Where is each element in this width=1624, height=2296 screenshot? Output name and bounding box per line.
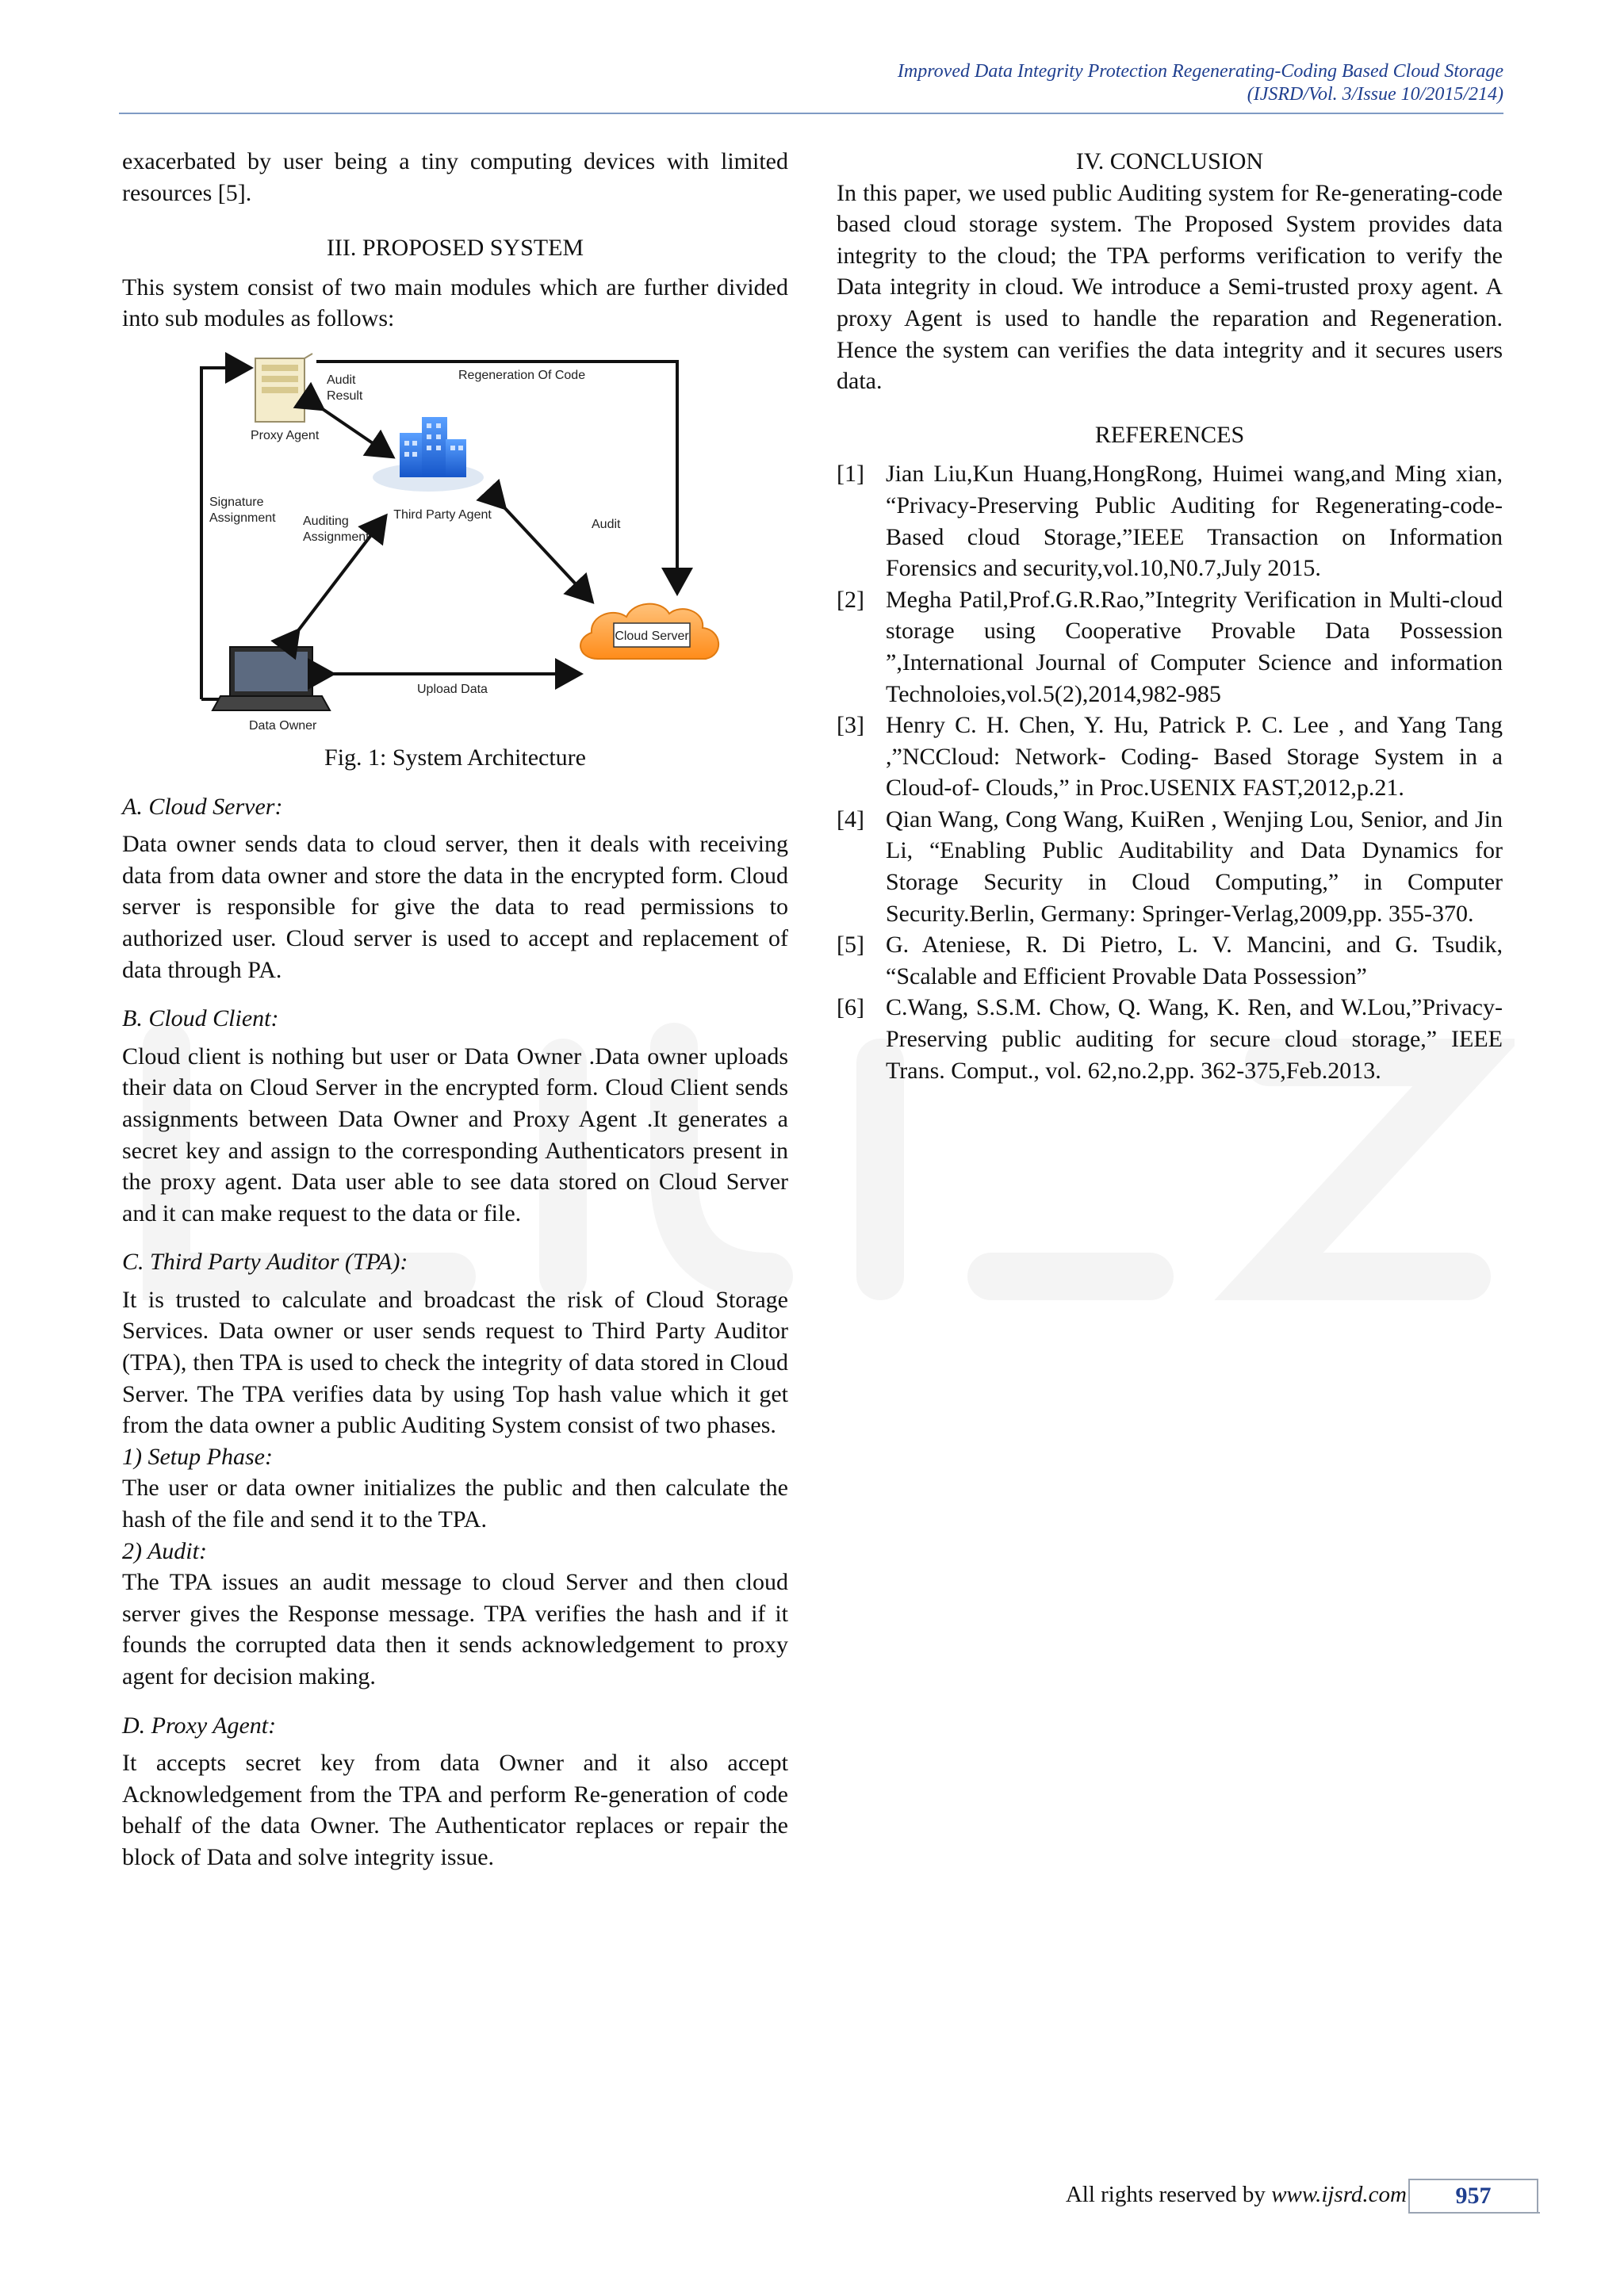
proxy-agent-label: Proxy Agent xyxy=(251,428,320,442)
proxy-agent-server-icon xyxy=(255,354,312,422)
cloud-server-label: Cloud Server xyxy=(615,629,689,643)
subsection-a-body: Data owner sends data to cloud server, then it deals with receiving data from data owner and store the data in the encrypted form. Cloud server is responsible for give the data to read permissions to authorized user. Cloud server is used to accept and replacement of data through PA. xyxy=(122,831,788,983)
audit-result-arrow xyxy=(320,408,390,455)
subsection-2-title: 2) Audit: xyxy=(122,1537,207,1564)
section-number: IV. xyxy=(1075,148,1105,174)
subsection-d-body: It accepts secret key from data Owner and it also accept Acknowledgement from the TPA and perform Re-generation of code behalf of the data Owner. The Authenticator replaces or repair the block of Data and solve integrity issue. xyxy=(122,1750,788,1870)
data-owner-label: Data Owner xyxy=(249,718,317,733)
reference-text: Henry C. H. Chen, Y. Hu, Patrick P. C. Lee , and Yang Tang ,”NCCloud: Network- Coding- Based Storage System in a Cloud-of- Clouds,” in Proc.USENIX FAST,2012,p.21. xyxy=(886,712,1503,802)
reference-text: Megha Patil,Prof.G.R.Rao,”Integrity Verification in Multi-cloud storage using Cooperative Provable Data Possession ”,International Journal of Computer Science and information Technoloies,vol.5(2),2014,982-985 xyxy=(886,586,1503,707)
audit-label: Audit xyxy=(592,517,621,531)
subsection-b-body: Cloud client is nothing but user or Data Owner .Data owner uploads their data on Cloud Server in the encrypted form. Cloud Client sends assignments between Data Owner and Proxy Agent .It generates a secret key and assign to the corresponding Authenticators present in the proxy agent. Data user able to see data stored on Cloud Server and it can make request to the data or file. xyxy=(122,1043,788,1226)
reference-number: [5] xyxy=(837,932,864,959)
proposed-system-paragraph: This system consist of two main modules which are further divided into sub modules as follows: xyxy=(122,274,788,332)
signature-label-1: Signature xyxy=(209,495,264,509)
reference-item xyxy=(837,458,1503,584)
reference-number: [1] xyxy=(837,461,864,488)
section-number: III. xyxy=(326,235,357,262)
figure-caption: Fig. 1: System Architecture xyxy=(324,744,586,771)
subsection-a-title: A. Cloud Server: xyxy=(122,793,283,820)
running-header xyxy=(119,60,1503,114)
reference-number: [4] xyxy=(837,806,864,832)
reference-item xyxy=(837,584,1503,710)
subsection-c-title: C. Third Party Auditor (TPA): xyxy=(122,1249,408,1276)
subsection-d-title: D. Proxy Agent: xyxy=(122,1712,277,1739)
signature-label-2: Assignment xyxy=(209,511,276,525)
reference-item xyxy=(837,710,1503,804)
regeneration-of-code-arrow xyxy=(316,362,677,590)
reference-number: [6] xyxy=(837,994,864,1021)
section-heading-proposed-system xyxy=(122,232,788,264)
section-heading-rest: EFERENCES xyxy=(1110,421,1245,448)
section-heading-references xyxy=(837,419,1503,451)
auditing-label-2: Assignment xyxy=(303,530,370,544)
section-heading-first-letter: R xyxy=(1094,421,1111,448)
reference-list xyxy=(837,458,1503,1086)
regeneration-label: Regeneration Of Code xyxy=(458,368,586,382)
reference-text: Qian Wang, Cong Wang, KuiRen , Wenjing Lou, Senior, and Jin Li, “Enabling Public Auditability and Data Dynamics for Storage Security in Cloud Computing,” in Computer Security.Berlin, Germany: Springer-Verlag,2009,pp. 355-370. xyxy=(886,806,1503,927)
subsection-1-title: 1) Setup Phase: xyxy=(122,1443,273,1470)
header-title: Improved Data Integrity Protection Regenerating-Coding Based Cloud Storage xyxy=(897,61,1503,82)
subsection-1-body: The user or data owner initializes the public and then calculate the hash of the file and send it to the TPA. xyxy=(122,1475,788,1533)
left-column xyxy=(122,146,788,1873)
header-journal: (IJSRD/Vol. 3/Issue 10/2015/214) xyxy=(1247,84,1503,105)
third-party-agent-label: Third Party Agent xyxy=(393,507,492,522)
upload-label: Upload Data xyxy=(417,682,488,696)
architecture-diagram xyxy=(122,338,788,740)
system-architecture-figure xyxy=(122,338,788,740)
section-heading-rest: ONCLUSION xyxy=(1125,148,1264,174)
footer-divider xyxy=(1408,2212,1540,2214)
data-owner-laptop-icon xyxy=(213,647,330,710)
reference-text: G. Ateniese, R. Di Pietro, L. V. Mancini, and G. Tsudik, “Scalable and Efficient Provable Data Possession” xyxy=(886,932,1503,989)
reference-text: Jian Liu,Kun Huang,HongRong, Huimei wang,and Ming xian, “Privacy-Preserving Public Auditing for Regenerating-code-Based cloud Storage,”IEEE Transaction on Information Forensics and security,vol.10,N0.7,July 2015. xyxy=(886,461,1503,582)
subsection-b-title: B. Cloud Client: xyxy=(122,1005,279,1032)
right-column xyxy=(837,146,1503,1086)
intro-paragraph: exacerbated by user being a tiny computing devices with limited resources [5]. xyxy=(122,148,788,206)
subsection-c-body: It is trusted to calculate and broadcast the risk of Cloud Storage Services. Data owner or user sends request to Third Party Auditor (TPA), then TPA is used to check the integrity of data stored in Cloud Server. The TPA verifies data by using Top hash value which it get from the data owner a public Auditing System consist of two phases. xyxy=(122,1286,788,1439)
section-heading-first-letter: P xyxy=(362,235,376,262)
reference-item xyxy=(837,929,1503,992)
footer-rights-text: All rights reserved by xyxy=(1065,2182,1272,2207)
footer-url-link[interactable]: www.ijsrd.com xyxy=(1271,2182,1407,2207)
audit-arrow xyxy=(503,506,590,599)
section-heading-first-letter: C xyxy=(1109,148,1126,174)
audit-result-label-2: Result xyxy=(327,388,363,403)
page-number: 957 xyxy=(1408,2179,1538,2212)
reference-number: [3] xyxy=(837,712,864,739)
reference-item xyxy=(837,992,1503,1086)
section-heading-conclusion xyxy=(837,146,1503,178)
reference-item xyxy=(837,804,1503,929)
auditing-label-1: Auditing xyxy=(303,514,349,528)
audit-result-label-1: Audit xyxy=(327,373,356,387)
conclusion-paragraph: In this paper, we used public Auditing system for Re-generating-code based cloud storage system. The Proposed System provides data integrity to the cloud; the TPA performs verification to verify the Data integrity in cloud. We introduce a Semi-trusted proxy agent. A proxy Agent is used to handle the reparation and Regeneration. Hence the system can verifies the data integrity and it secures users data. xyxy=(837,179,1503,395)
section-heading-rest: ROPOSED SYSTEM xyxy=(375,235,584,262)
subsection-2-body: The TPA issues an audit message to cloud Server and then cloud server gives the Response message. TPA verifies the hash and if it founds the corrupted data then it sends acknowledgement to proxy agent for decision making. xyxy=(122,1569,788,1689)
footer-rights xyxy=(952,2180,1407,2209)
reference-number: [2] xyxy=(837,586,864,613)
reference-text: C.Wang, S.S.M. Chow, Q. Wang, K. Ren, and W.Lou,”Privacy-Preserving public auditing for secure cloud storage,” IEEE Trans. Comput., vol. 62,no.2,pp. 362-375,Feb.2013. xyxy=(886,994,1503,1084)
